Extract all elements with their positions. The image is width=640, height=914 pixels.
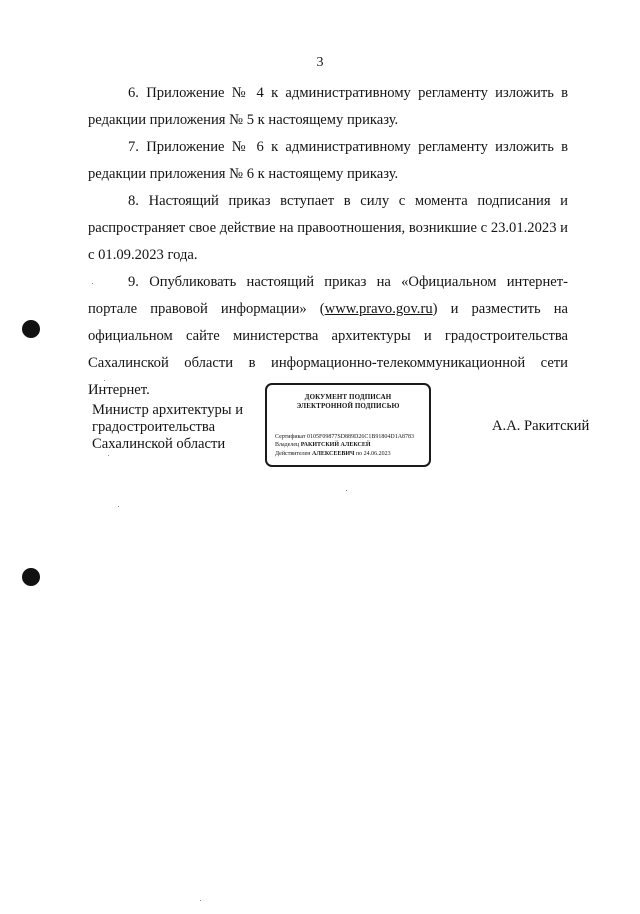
scan-speck bbox=[108, 455, 109, 456]
signer-position-line-2: градостроительства bbox=[92, 419, 216, 435]
paragraph-9-text-end: ) и разместить на официальном сайте министерства архитектуры и градостроительства Сахалинской области в информационно-телекоммуникационной сети Интернет. bbox=[88, 301, 569, 398]
stamp-header-line-2: ЭЛЕКТРОННОЙ ПОДПИСЬЮ bbox=[296, 402, 400, 410]
stamp-valid-label: Действителен bbox=[275, 451, 311, 457]
scan-speck bbox=[92, 283, 93, 284]
stamp-validity bbox=[275, 450, 391, 458]
pravo-link[interactable]: www.pravo.gov.ru bbox=[324, 301, 433, 317]
scan-speck bbox=[104, 380, 105, 381]
paragraph-8: 8. Настоящий приказ вступает в силу с момента подписания и распространяет свое действие на правоотношения, возникшие с 23.01.2023 и с 01.09.2023 года. bbox=[88, 193, 568, 263]
stamp-header bbox=[267, 393, 429, 411]
signer-position-line-1: Министр архитектуры и bbox=[92, 402, 244, 418]
stamp-owner-value: РАКИТСКИЙ АЛЕКСЕЙ bbox=[300, 442, 371, 448]
punch-hole-mark bbox=[22, 568, 40, 586]
stamp-valid-value: АЛЕКСЕЕВИЧ bbox=[312, 451, 355, 457]
paragraph-9-text-start: 9. Опубликовать настоящий приказ на «Официальном интернет-портале правовой информации» ( bbox=[88, 274, 568, 317]
paragraph-6: 6. Приложение № 4 к административному регламенту изложить в редакции приложения № 5 к настоящему приказу. bbox=[88, 85, 568, 128]
stamp-certificate bbox=[275, 433, 414, 441]
stamp-owner-label: Владелец bbox=[275, 442, 300, 448]
document-body bbox=[88, 80, 568, 404]
stamp-certificate-value: 0105F09877SD889D26C1B91804D1A8783 bbox=[307, 434, 415, 440]
electronic-signature-stamp bbox=[265, 383, 431, 467]
stamp-certificate-label: Сертификат bbox=[275, 434, 306, 440]
scan-speck bbox=[200, 900, 201, 901]
scan-speck bbox=[346, 490, 347, 491]
signer-position-line-3: Сахалинской области bbox=[92, 436, 226, 452]
signer-name: А.А. Ракитский bbox=[492, 418, 590, 434]
scan-speck bbox=[118, 506, 119, 507]
stamp-owner bbox=[275, 441, 371, 449]
punch-hole-mark bbox=[22, 320, 40, 338]
stamp-header-line-1: ДОКУМЕНТ ПОДПИСАН bbox=[304, 393, 392, 401]
page-number: 3 bbox=[316, 55, 324, 70]
paragraph-7: 7. Приложение № 6 к административному регламенту изложить в редакции приложения № 6 к настоящему приказу. bbox=[88, 139, 568, 182]
stamp-valid-date: по 24.06.2023 bbox=[355, 451, 391, 457]
signer-position bbox=[92, 402, 262, 453]
